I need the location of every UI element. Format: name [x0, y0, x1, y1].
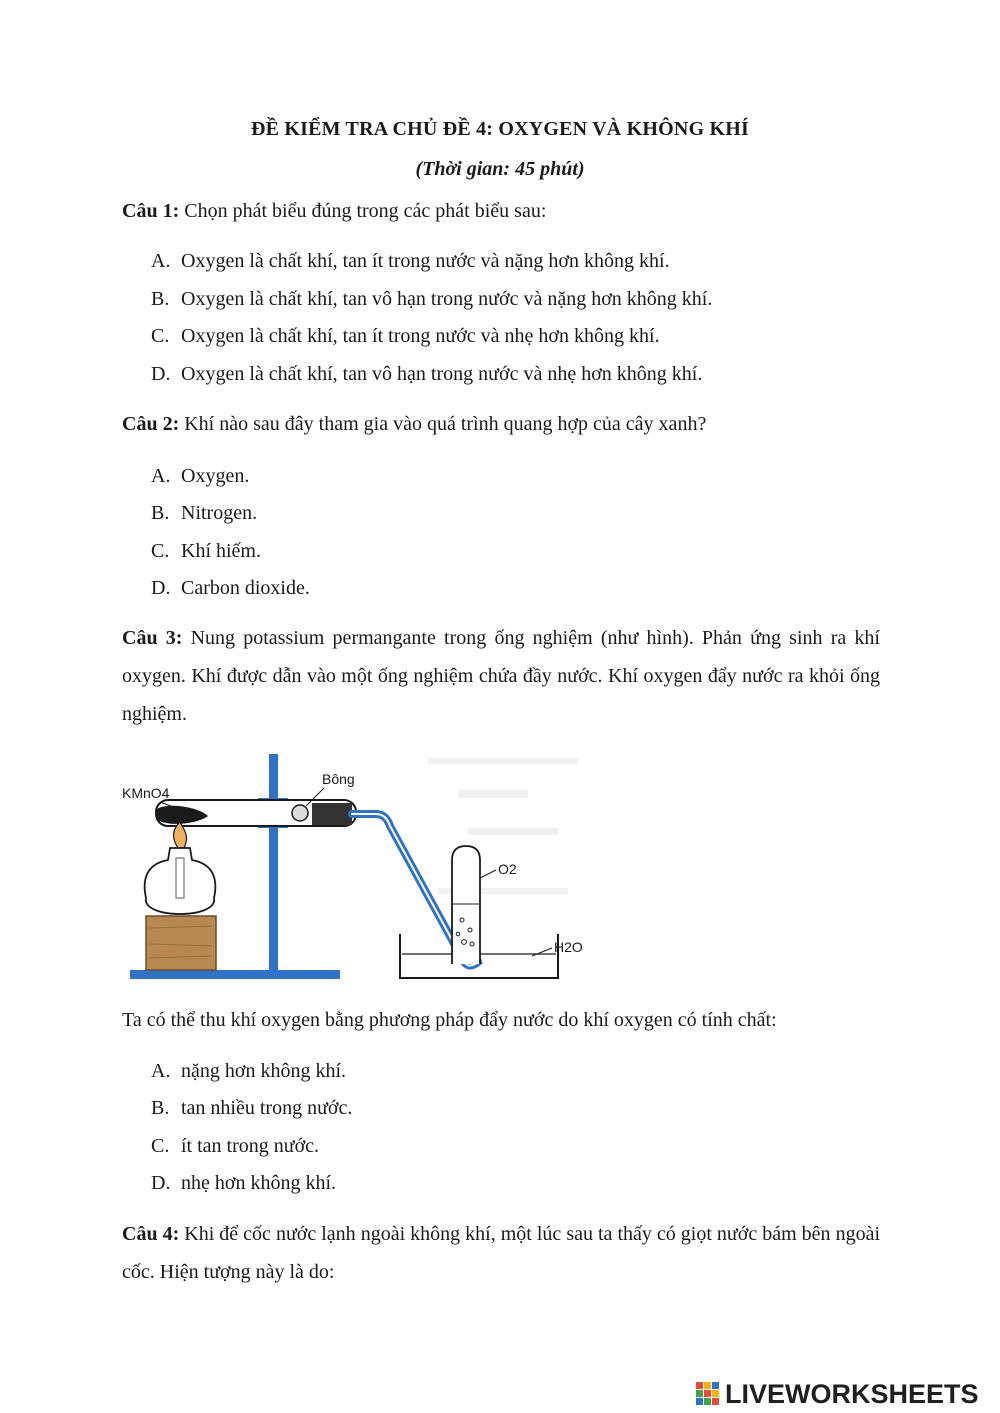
question-label: Câu 2:	[122, 413, 180, 435]
label-bong: Bông	[322, 771, 355, 787]
question-1	[122, 192, 880, 230]
option-2c[interactable]: C. Khí hiếm.	[151, 540, 261, 562]
option-3d[interactable]: D. nhẹ hơn không khí.	[151, 1172, 337, 1194]
question-4	[122, 1215, 880, 1291]
option-1d[interactable]: D. Oxygen là chất khí, tan vô hạn trong nước và nhẹ hơn không khí.	[151, 363, 703, 385]
stand-rod	[269, 754, 278, 972]
option-1b[interactable]: B. Oxygen là chất khí, tan vô hạn trong nước và nặng hơn không khí.	[151, 288, 713, 310]
stopper	[312, 803, 352, 825]
question-text: Khi để cốc nước lạnh ngoài không khí, một lúc sau ta thấy có giọt nước bám bên ngoài cốc. Hiện tượng này là do:	[122, 1223, 880, 1283]
wooden-block	[146, 916, 216, 970]
label-kmno4: KMnO4	[122, 785, 170, 801]
liveworksheets-text: LIVEWORKSHEETS	[725, 1378, 979, 1409]
stand-base	[130, 970, 340, 979]
liveworksheets-icon	[695, 1380, 721, 1408]
page-title: ĐỀ KIỂM TRA CHỦ ĐỀ 4: OXYGEN VÀ KHÔNG KHÍ	[250, 118, 750, 140]
option-3a[interactable]: A. nặng hơn không khí.	[151, 1060, 347, 1082]
question-label: Câu 3:	[122, 627, 183, 649]
option-1a[interactable]: A. Oxygen là chất khí, tan ít trong nước và nặng hơn không khí.	[151, 250, 670, 272]
option-3c[interactable]: C. ít tan trong nước.	[151, 1135, 320, 1157]
label-o2: O2	[498, 861, 517, 877]
option-2d[interactable]: D. Carbon dioxide.	[151, 577, 310, 599]
page-subtitle: (Thời gian: 45 phút)	[415, 158, 585, 180]
liveworksheets-logo	[695, 1376, 995, 1412]
option-3b[interactable]: B. tan nhiều trong nước.	[151, 1097, 353, 1119]
question-2	[122, 405, 880, 443]
collecting-tube	[452, 846, 480, 964]
label-h2o: H2O	[554, 939, 583, 955]
question-label: Câu 4:	[122, 1223, 180, 1245]
question-3	[122, 619, 880, 733]
option-1c[interactable]: C. Oxygen là chất khí, tan ít trong nước và nhẹ hơn không khí.	[151, 325, 660, 347]
oxygen-apparatus-figure	[118, 748, 588, 988]
question-text: Chọn phát biểu đúng trong các phát biểu sau:	[179, 200, 547, 222]
option-2a[interactable]: A. Oxygen.	[151, 465, 250, 487]
cotton-plug	[292, 805, 308, 821]
option-2b[interactable]: B. Nitrogen.	[151, 502, 258, 524]
question-3-followup: Ta có thể thu khí oxygen bằng phương pháp đẩy nước do khí oxygen có tính chất:	[122, 1009, 777, 1031]
question-text: Nung potassium permangante trong ống nghiệm (như hình). Phản ứng sinh ra khí oxygen. Khí được dẫn vào một ống nghiệm chứa đầy nước. Khí oxygen đẩy nước ra khỏi ống nghiệm.	[122, 627, 880, 725]
question-text: Khí nào sau đây tham gia vào quá trình quang hợp của cây xanh?	[179, 413, 707, 435]
question-label: Câu 1:	[122, 200, 180, 222]
